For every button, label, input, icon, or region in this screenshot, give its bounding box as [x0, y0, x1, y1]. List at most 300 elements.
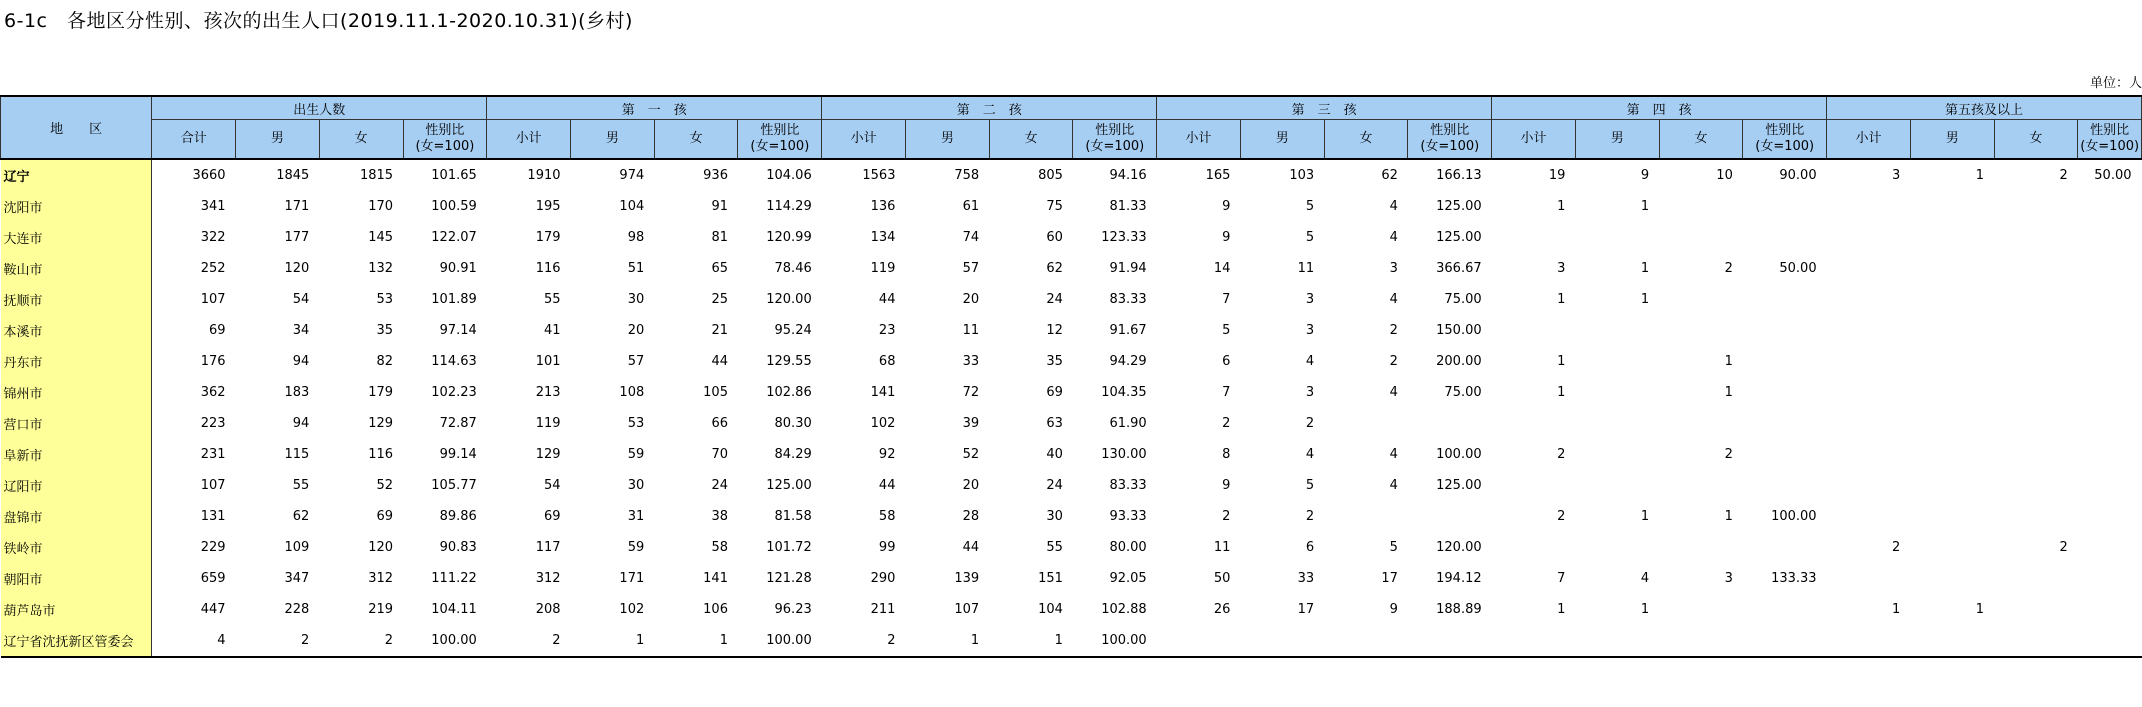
table-cell: 58	[711, 540, 728, 555]
table-cell: 1	[1640, 292, 1650, 307]
header-sub-4-0: 小计	[1492, 120, 1576, 160]
table-cell: 31	[627, 509, 645, 524]
table-cell: 101	[535, 354, 561, 369]
table-cell	[1575, 346, 1659, 377]
table-cell	[1827, 439, 1911, 470]
table-cell: 1	[571, 625, 655, 657]
table-cell: 102.88	[1101, 602, 1147, 617]
table-cell	[1994, 377, 2078, 408]
table-cell: 100.59	[431, 199, 477, 214]
table-cell	[1492, 315, 1576, 346]
table-cell	[1827, 377, 1911, 408]
table-cell: 4	[1640, 571, 1650, 586]
table-cell: 9	[1222, 478, 1231, 493]
table-cell: 94	[292, 416, 310, 431]
table-cell: 1	[1724, 385, 1733, 400]
sex-ratio-base: (女=100)	[750, 139, 810, 154]
table-cell: 59	[627, 540, 645, 555]
table-cell: 11	[1213, 540, 1231, 555]
table-cell: 176	[200, 354, 226, 369]
table-cell: 2	[1222, 416, 1231, 431]
table-cell: 14	[1213, 261, 1231, 276]
table-cell: 24	[1046, 478, 1063, 493]
table-cell	[2078, 625, 2142, 657]
table-cell: 1	[1557, 602, 1566, 617]
table-cell: 133.33	[1771, 571, 1817, 586]
header-sub-1-0: 小计	[487, 120, 571, 160]
table-cell	[1743, 191, 1827, 222]
table-row	[1, 408, 2142, 439]
table-row	[1, 439, 2142, 470]
table-cell	[1827, 408, 1911, 439]
table-cell: 54	[292, 292, 310, 307]
table-cell: 195	[535, 199, 561, 214]
table-cell: 90.91	[439, 261, 477, 276]
table-cell: 101.65	[431, 168, 477, 183]
table-cell: 1	[1557, 292, 1566, 307]
header-group-3: 第 三 孩	[1157, 96, 1492, 120]
table-row	[1, 253, 2142, 284]
table-cell	[1743, 408, 1827, 439]
sex-ratio-base: (女=100)	[1085, 139, 1145, 154]
table-cell: 129	[535, 447, 561, 462]
table-cell: 105	[703, 385, 728, 400]
table-cell: 91	[711, 199, 728, 214]
header-region: 地 区	[1, 96, 152, 159]
table-cell: 11	[1297, 261, 1315, 276]
table-cell: 2	[1892, 540, 1901, 555]
header-sub-0-2: 女	[319, 120, 403, 160]
table-cell: 52	[376, 478, 394, 493]
table-cell: 2	[1724, 447, 1733, 462]
table-cell: 179	[535, 230, 561, 245]
table-cell: 9	[1222, 199, 1231, 214]
table-cell	[1910, 191, 1994, 222]
table-cell: 55	[1046, 540, 1063, 555]
table-cell: 104	[1038, 602, 1063, 617]
table-cell: 151	[1038, 571, 1063, 586]
table-cell: 141	[870, 385, 896, 400]
header-sex-ratio-4	[1743, 120, 1827, 160]
table-row	[1, 594, 2142, 625]
table-cell	[1827, 253, 1911, 284]
table-cell: 1	[1640, 602, 1650, 617]
table-cell	[1575, 377, 1659, 408]
table-cell	[1659, 222, 1743, 253]
table-cell: 141	[703, 571, 728, 586]
table-cell	[1994, 594, 2078, 625]
table-cell	[1324, 501, 1408, 532]
table-cell: 38	[711, 509, 728, 524]
table-cell	[1492, 532, 1576, 563]
table-cell	[1659, 284, 1743, 315]
table-cell: 30	[627, 478, 645, 493]
table-cell	[2078, 439, 2142, 470]
table-cell: 93.33	[1109, 509, 1147, 524]
table-cell: 21	[711, 323, 728, 338]
table-cell: 213	[535, 385, 561, 400]
table-cell: 2	[822, 625, 906, 657]
table-cell: 4	[1305, 447, 1315, 462]
table-cell	[1994, 222, 2078, 253]
table-cell: 53	[376, 292, 394, 307]
table-cell: 194.12	[1436, 571, 1482, 586]
table-cell: 132	[368, 261, 394, 276]
table-cell: 35	[1046, 354, 1063, 369]
table-cell: 100.00	[738, 625, 822, 657]
table-cell: 3	[1305, 385, 1315, 400]
table-cell: 50.00	[2094, 168, 2132, 183]
table-cell: 89.86	[439, 509, 477, 524]
table-cell	[1492, 222, 1576, 253]
table-cell: 125.00	[1436, 230, 1482, 245]
table-cell: 2	[319, 625, 403, 657]
region-name: 辽阳市	[1, 470, 152, 501]
table-cell: 4	[152, 625, 236, 657]
table-cell: 91.94	[1109, 261, 1147, 276]
table-cell: 1	[1892, 602, 1901, 617]
table-row	[1, 222, 2142, 253]
region-name: 铁岭市	[1, 532, 152, 563]
table-cell: 57	[962, 261, 980, 276]
table-row	[1, 563, 2142, 594]
table-cell: 3	[1389, 261, 1398, 276]
table-cell: 1	[1557, 199, 1566, 214]
table-cell: 52	[962, 447, 980, 462]
table-cell: 7	[1222, 292, 1231, 307]
unit-label: 单位：人	[2089, 76, 2142, 91]
table-cell	[1324, 625, 1408, 657]
table-cell: 63	[1046, 416, 1063, 431]
table-cell	[1827, 191, 1911, 222]
table-cell: 19	[1548, 168, 1566, 183]
table-cell	[1994, 501, 2078, 532]
table-cell: 120	[368, 540, 394, 555]
table-cell: 974	[619, 168, 645, 183]
table-row	[1, 284, 2142, 315]
table-cell: 104	[619, 199, 645, 214]
table-cell	[1910, 625, 1994, 657]
header-group-4: 第 四 孩	[1492, 96, 1827, 120]
table-cell: 20	[627, 323, 645, 338]
table-row	[1, 470, 2142, 501]
table-cell: 3	[1724, 571, 1733, 586]
table-cell: 102	[870, 416, 896, 431]
table-cell: 61.90	[1109, 416, 1147, 431]
table-cell	[1408, 408, 1492, 439]
table-cell	[1575, 532, 1659, 563]
table-row	[1, 625, 2142, 657]
table-cell: 41	[543, 323, 561, 338]
header-sex-ratio-5	[2078, 120, 2142, 160]
table-cell: 120.00	[1436, 540, 1482, 555]
table-cell	[1910, 377, 1994, 408]
table-cell: 134	[870, 230, 896, 245]
table-cell: 12	[1046, 323, 1063, 338]
table-cell	[1994, 563, 2078, 594]
table-cell	[1743, 594, 1827, 625]
table-cell: 9	[1640, 168, 1650, 183]
table-cell: 24	[711, 478, 728, 493]
table-cell	[1910, 532, 1994, 563]
sex-ratio-base: (女=100)	[1755, 139, 1815, 154]
table-cell: 131	[200, 509, 226, 524]
table-cell: 165	[1205, 168, 1231, 183]
table-row	[1, 377, 2142, 408]
table-cell	[1910, 315, 1994, 346]
table-cell: 3	[1557, 261, 1566, 276]
table-cell: 80.00	[1109, 540, 1147, 555]
table-cell: 2	[2059, 540, 2068, 555]
table-cell	[2078, 501, 2142, 532]
table-cell: 125.00	[766, 478, 812, 493]
table-cell	[1827, 222, 1911, 253]
table-cell: 4	[1389, 478, 1398, 493]
table-cell: 188.89	[1436, 602, 1482, 617]
table-cell: 106	[703, 602, 728, 617]
table-cell: 171	[619, 571, 645, 586]
sex-ratio-base: (女=100)	[415, 139, 475, 154]
table-cell: 228	[284, 602, 310, 617]
header-sub-5-1: 男	[1910, 120, 1994, 160]
table-cell: 1	[1724, 354, 1733, 369]
table-cell	[1743, 346, 1827, 377]
table-cell: 108	[619, 385, 645, 400]
table-cell: 51	[627, 261, 645, 276]
table-cell: 312	[535, 571, 561, 586]
table-cell: 322	[200, 230, 226, 245]
table-cell: 312	[368, 571, 394, 586]
region-name: 抚顺市	[1, 284, 152, 315]
table-cell: 150.00	[1436, 323, 1482, 338]
table-cell	[1994, 470, 2078, 501]
table-cell: 2	[1222, 509, 1231, 524]
table-cell: 97.14	[439, 323, 477, 338]
table-cell	[1743, 284, 1827, 315]
table-cell: 2	[1557, 447, 1566, 462]
birth-population-table	[0, 95, 2142, 658]
table-cell: 55	[543, 292, 561, 307]
table-cell	[1324, 408, 1408, 439]
region-name: 辽宁省沈抚新区管委会	[1, 625, 152, 657]
table-cell: 5	[1305, 199, 1315, 214]
table-cell: 7	[1222, 385, 1231, 400]
table-cell: 1	[1975, 602, 1985, 617]
table-cell: 1	[1724, 509, 1733, 524]
table-cell: 219	[368, 602, 394, 617]
table-cell	[1575, 408, 1659, 439]
table-cell: 447	[200, 602, 226, 617]
sex-ratio-base: (女=100)	[1420, 139, 1480, 154]
table-cell	[1492, 470, 1576, 501]
table-cell: 2	[1389, 354, 1398, 369]
table-cell: 62	[1381, 168, 1398, 183]
table-cell	[1910, 284, 1994, 315]
table-cell: 11	[962, 323, 980, 338]
table-cell: 170	[368, 199, 394, 214]
table-row	[1, 315, 2142, 346]
table-cell	[1743, 222, 1827, 253]
table-cell: 111.22	[431, 571, 477, 586]
table-cell	[1743, 532, 1827, 563]
sex-ratio-label: 性别比	[2090, 123, 2130, 138]
table-cell: 5	[1222, 323, 1231, 338]
table-cell	[1910, 222, 1994, 253]
table-cell: 121.28	[766, 571, 812, 586]
table-cell	[1827, 346, 1911, 377]
table-row	[1, 346, 2142, 377]
table-cell: 55	[292, 478, 310, 493]
region-name: 本溪市	[1, 315, 152, 346]
table-cell: 120	[284, 261, 310, 276]
table-cell: 129	[368, 416, 394, 431]
table-cell	[2078, 408, 2142, 439]
table-cell: 6	[1305, 540, 1315, 555]
table-cell	[2078, 284, 2142, 315]
table-cell: 9	[1389, 602, 1398, 617]
header-group-0: 出生人数	[152, 96, 487, 120]
table-cell: 92.05	[1109, 571, 1147, 586]
table-cell: 109	[284, 540, 310, 555]
table-cell: 65	[711, 261, 728, 276]
table-cell: 78.46	[774, 261, 812, 276]
table-cell: 4	[1389, 230, 1398, 245]
region-name: 阜新市	[1, 439, 152, 470]
table-cell: 1	[1557, 385, 1566, 400]
header-sex-ratio-1	[738, 120, 822, 160]
table-cell	[1659, 470, 1743, 501]
table-cell: 1	[1975, 168, 1985, 183]
table-cell	[1659, 315, 1743, 346]
table-cell: 59	[627, 447, 645, 462]
table-cell	[1240, 625, 1324, 657]
header-sub-2-1: 男	[905, 120, 989, 160]
table-cell: 130.00	[1101, 447, 1147, 462]
table-cell: 53	[627, 416, 645, 431]
table-cell: 33	[962, 354, 980, 369]
table-cell: 20	[962, 292, 980, 307]
table-cell: 2	[1305, 509, 1315, 524]
table-cell: 123.33	[1101, 230, 1147, 245]
table-cell: 1	[1640, 509, 1650, 524]
table-cell: 252	[200, 261, 226, 276]
table-cell: 58	[878, 509, 896, 524]
table-cell	[1743, 439, 1827, 470]
table-cell: 3	[1305, 292, 1315, 307]
table-cell	[1994, 346, 2078, 377]
table-cell	[1659, 191, 1743, 222]
header-sub-3-0: 小计	[1157, 120, 1241, 160]
header-group-2: 第 二 孩	[822, 96, 1157, 120]
table-cell	[1827, 470, 1911, 501]
header-group-5: 第五孩及以上	[1827, 96, 2142, 120]
table-cell: 362	[200, 385, 226, 400]
table-cell: 4	[1305, 354, 1315, 369]
table-cell: 208	[535, 602, 561, 617]
table-cell: 171	[284, 199, 310, 214]
table-cell	[1575, 439, 1659, 470]
table-cell: 44	[711, 354, 728, 369]
table-cell: 1815	[359, 168, 394, 183]
table-cell: 114.29	[766, 199, 812, 214]
table-cell	[1743, 625, 1827, 657]
table-cell	[2078, 315, 2142, 346]
table-cell	[1910, 253, 1994, 284]
table-cell: 8	[1222, 447, 1231, 462]
table-cell	[1827, 315, 1911, 346]
table-cell: 139	[954, 571, 980, 586]
table-cell	[2078, 470, 2142, 501]
header-sub-4-1: 男	[1575, 120, 1659, 160]
table-cell: 4	[1389, 447, 1398, 462]
table-cell: 1	[654, 625, 738, 657]
region-name: 辽宁	[1, 159, 152, 191]
table-cell	[1994, 408, 2078, 439]
table-cell: 5	[1305, 230, 1315, 245]
sex-ratio-label: 性别比	[760, 123, 800, 138]
table-cell: 24	[1046, 292, 1063, 307]
region-name: 鞍山市	[1, 253, 152, 284]
table-cell	[1994, 191, 2078, 222]
table-cell	[1994, 439, 2078, 470]
table-cell: 34	[292, 323, 310, 338]
table-cell: 347	[284, 571, 310, 586]
table-cell: 101.89	[431, 292, 477, 307]
table-cell: 50.00	[1779, 261, 1817, 276]
region-name: 营口市	[1, 408, 152, 439]
table-cell: 10	[1716, 168, 1733, 183]
table-cell: 2	[1557, 509, 1566, 524]
table-cell: 69	[543, 509, 561, 524]
table-cell: 136	[870, 199, 896, 214]
table-cell: 5	[1389, 540, 1398, 555]
table-cell: 366.67	[1436, 261, 1482, 276]
region-name: 沈阳市	[1, 191, 152, 222]
table-cell: 125.00	[1436, 199, 1482, 214]
table-cell: 104.06	[766, 168, 812, 183]
table-cell: 3660	[192, 168, 226, 183]
table-cell: 96.23	[774, 602, 812, 617]
table-row	[1, 191, 2142, 222]
table-cell	[1492, 408, 1576, 439]
region-name: 朝阳市	[1, 563, 152, 594]
table-cell	[1910, 439, 1994, 470]
table-cell: 44	[878, 478, 896, 493]
table-cell	[1827, 501, 1911, 532]
table-cell	[1575, 315, 1659, 346]
header-sub-0-1: 男	[236, 120, 320, 160]
table-cell: 4	[1389, 385, 1398, 400]
table-cell	[1910, 501, 1994, 532]
table-cell: 1	[905, 625, 989, 657]
table-cell: 75.00	[1444, 292, 1482, 307]
table-cell	[1492, 625, 1576, 657]
header-sex-ratio-0	[403, 120, 487, 160]
table-cell	[1575, 470, 1659, 501]
table-cell: 74	[962, 230, 980, 245]
table-cell	[1910, 346, 1994, 377]
table-cell: 66	[711, 416, 728, 431]
table-cell: 223	[200, 416, 226, 431]
header-sex-ratio-2	[1073, 120, 1157, 160]
table-cell: 120.00	[766, 292, 812, 307]
table-cell: 75	[1046, 199, 1063, 214]
header-sub-2-2: 女	[989, 120, 1073, 160]
table-cell: 81	[711, 230, 728, 245]
table-cell: 92	[878, 447, 896, 462]
table-cell: 805	[1038, 168, 1063, 183]
header-sub-1-2: 女	[654, 120, 738, 160]
